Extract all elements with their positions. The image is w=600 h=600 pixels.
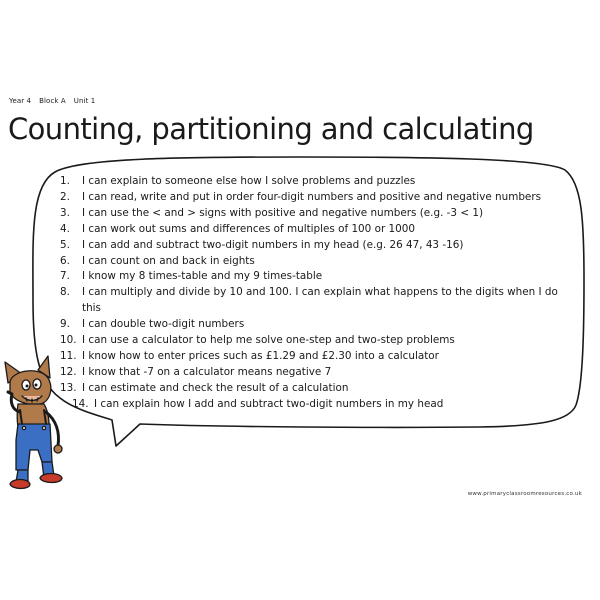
unit-label: Unit 1 — [73, 97, 96, 105]
footer-website: www.primaryclassroomresources.co.uk — [467, 491, 582, 497]
objective-text: I can use a calculator to help me solve one-step and two-step problems — [82, 334, 455, 347]
dog-shoe-right — [40, 474, 62, 483]
objective-text: I can double two-digit numbers — [82, 318, 245, 331]
objective-text: I know my 8 times-table and my 9 times-table — [82, 270, 323, 283]
dog-shoe-left — [10, 480, 30, 489]
objective-number: 4. — [60, 222, 70, 235]
year-label: Year 4 — [9, 97, 32, 105]
objective-text: I can explain how I add and subtract two-digit numbers in my head — [94, 397, 444, 410]
objective-number: 7. — [60, 270, 70, 283]
objective-number: 13. — [60, 381, 77, 394]
objective-number: 9. — [60, 318, 70, 331]
objective-number: 6. — [60, 254, 70, 267]
objective-number: 11. — [60, 349, 77, 362]
objective-number: 10. — [60, 334, 77, 347]
objective-text: I can multiply and divide by 10 and 100. I can explain what happens to the digits when I do this — [82, 286, 558, 315]
objective-number: 5. — [60, 238, 70, 251]
objective-number: 14. — [72, 397, 89, 410]
objective-text: I know that -7 on a calculator means negative 7 — [82, 365, 332, 378]
objective-number: 2. — [60, 190, 70, 203]
objective-text: I can explain to someone else how I solve problems and puzzles — [82, 175, 416, 187]
objective-text: I can count on and back in eights — [82, 254, 255, 267]
objective-text: I can estimate and check the result of a calculation — [82, 381, 349, 394]
objective-text: I can read, write and put in order four-digit numbers and positive and negative numbers — [82, 190, 542, 203]
page-title: Counting, partitioning and calculating — [8, 112, 534, 146]
objective-number: 12. — [60, 365, 77, 378]
objective-number: 1. — [60, 175, 70, 187]
objective-number: 8. — [60, 286, 70, 299]
objective-text: I can use the < and > signs with positive and negative numbers (e.g. -3 < 1) — [82, 206, 484, 219]
objective-text: I can add and subtract two-digit numbers in my head (e.g. 26 47, 43 -16) — [82, 238, 464, 251]
objective-text: I can work out sums and differences of multiples of 100 or 1000 — [82, 222, 415, 235]
objective-text: I know how to enter prices such as £1.29 and £2.30 into a calculator — [82, 349, 439, 362]
block-label: Block A — [39, 97, 66, 105]
objective-number: 3. — [60, 206, 70, 219]
